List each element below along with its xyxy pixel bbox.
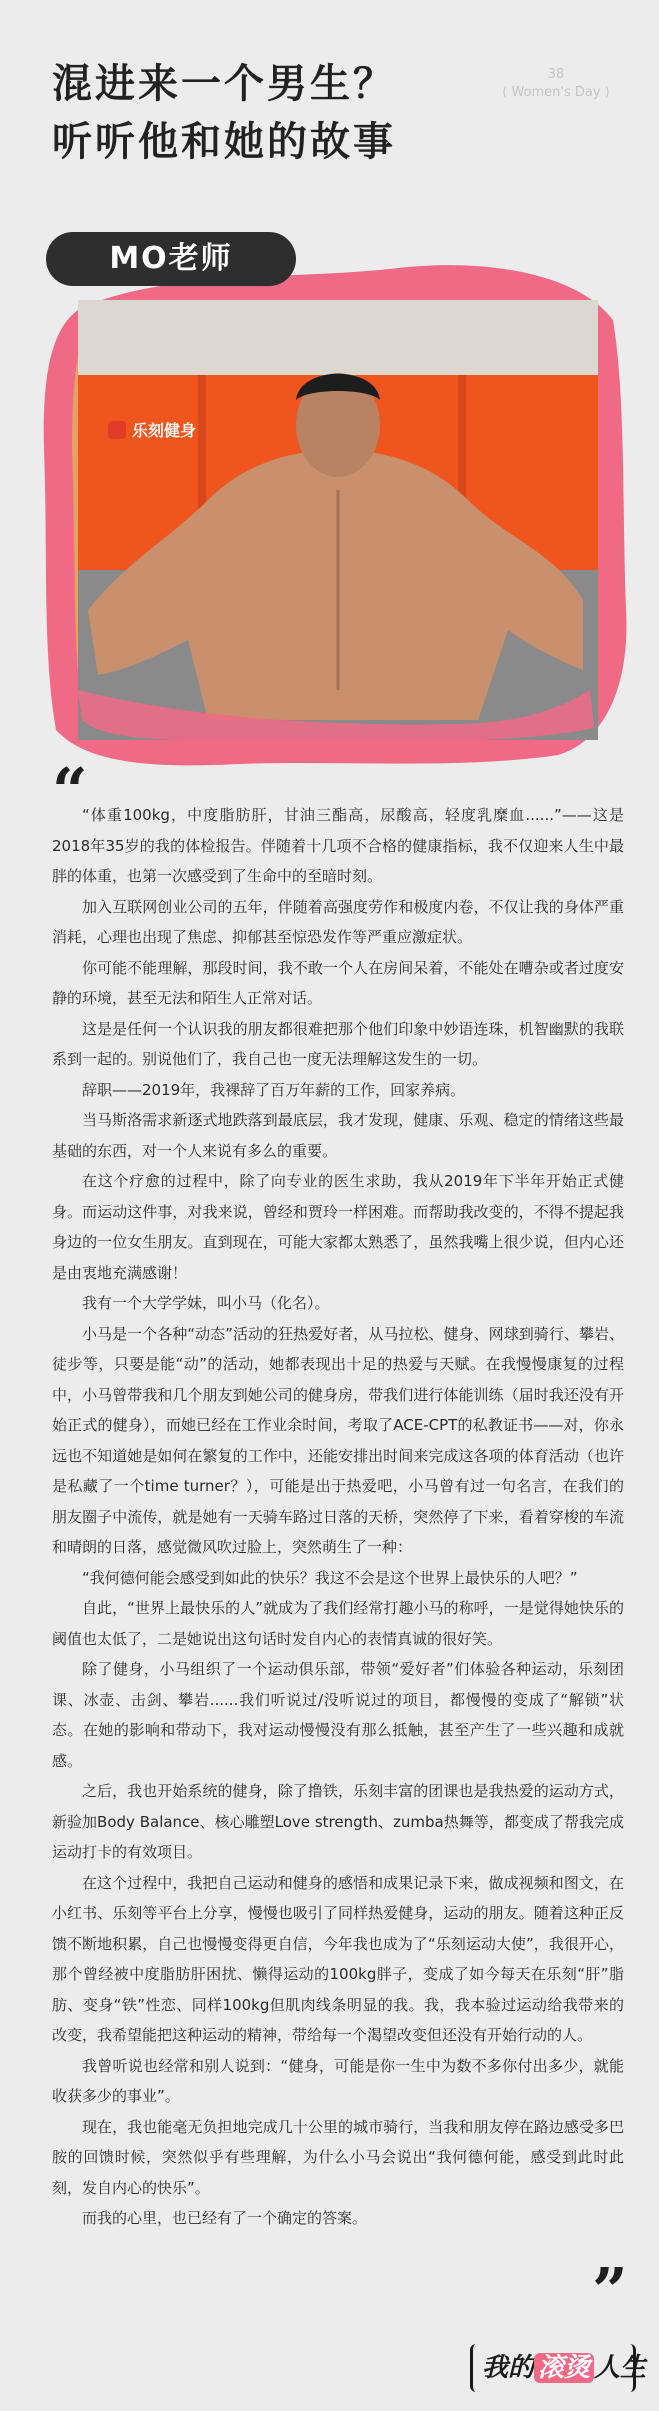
footer-logo (482, 2346, 646, 2390)
article-paragraph: 除了健身，小马组织了一个运动俱乐部，带领“爱好者”们体验各种运动，乐刻团课、冰壶、击剑、攀岩......我们听说过/没听说过的项目，都慢慢的变成了“解锁”状态。在她的影响和带动下，我对运动慢慢没有那么抵触，甚至产生了一些兴趣和成就感。 (52, 1660, 624, 1770)
article-paragraph: 之后，我也开始系统的健身，除了撸铁，乐刻丰富的团课也是我热爱的运动方式，新验加Body Balance、核心雕塑Love strength、zumba热舞等，都变成了帮我完成运动打卡的有效项目。 (52, 1782, 624, 1861)
article-paragraph: 辞职——2019年，我裸辞了百万年薪的工作，回家养病。 (82, 1080, 466, 1099)
close-quote-icon: ” (592, 2254, 628, 2327)
page-title-line-1: 混进来一个男生？ (52, 61, 396, 107)
article-paragraph: 在这个过程中，我把自己运动和健身的感悟和成果记录下来，做成视频和图文，在小红书、乐刻等平台上分享，慢慢也吸引了同样热爱健身，运动的朋友。随着这种正反馈不断地积累，自己也慢慢变得更自信，今年我也成为了“乐刻运动大使”，我很开心，那个曾经被中度脂肪肝困扰、懒得运动的100kg胖子，变成了如今每天在乐刻“肝”脂肪、变身“铁”性恋、同样100kg但肌肉线条明显的我。我，我本验过运动给我带来的改变，我希望能把这种运动的精神，带给每一个渴望改变但还没有开始行动的人。 (52, 1873, 624, 2044)
article-paragraph: 自此，“世界上最快乐的人”就成为了我们经常打趣小马的称呼，一是觉得她快乐的阈值也太低了，二是她说出这句话时发自内心的表情真诚的很好笑。 (52, 1599, 624, 1648)
page-title-line-2: 听听他和她的故事 (52, 119, 396, 165)
gym-brand-sign (108, 418, 196, 441)
photo-image (72, 300, 598, 743)
footer-logo-prefix: 我的 (482, 2353, 535, 2383)
article-paragraph: 你可能不能理解，那段时间，我不敢一个人在房间呆着，不能处在嘈杂或者过度安静的环境，甚至无法和陌生人正常对话。 (52, 958, 624, 1007)
article-paragraph: 现在，我也能毫无负担地完成几十公里的城市骑行，当我和朋友停在路边感受多巴胺的回馈时候，突然似乎有些理解，为什么小马会说出“我何德何能，感受到此时此刻，发自内心的快乐”。 (52, 2117, 624, 2197)
footer-logo-suffix: 人生 (594, 2353, 647, 2383)
date-number: 38 (547, 67, 565, 82)
footer-logo-highlight: 滚烫 (534, 2353, 594, 2383)
article-paragraph: “体重100kg，中度脂肪肝，甘油三酯高，尿酸高，轻度乳糜血......”——这是2018年35岁的我的体检报告。伴随着十几项不合格的健康指标，我不仅迎来人生中最胖的体重，也第一次感受到了生命中的至暗时刻。 (52, 806, 624, 885)
womens-day-tag (486, 66, 626, 102)
brand-logo-icon (108, 421, 126, 439)
date-caption: ( Women's Day ) (502, 85, 610, 100)
article-paragraph: 当马斯洛需求新逐式地跌落到最底层，我才发现，健康、乐观、稳定的情绪这些最基础的东西，对一个人来说有多么的重要。 (52, 1111, 624, 1160)
article-paragraph: 加入互联网创业公司的五年，伴随着高强度劳作和极度内卷，不仅让我的身体严重消耗，心理也出现了焦虑、抑郁甚至惊恐发作等严重应激症状。 (52, 897, 624, 946)
article-paragraph: 这是是任何一个认识我的朋友都很难把那个他们印象中妙语连珠，机智幽默的我联系到一起的。别说他们了，我自己也一度无法理解这发生的一切。 (52, 1019, 624, 1068)
article-paragraph: 在这个疗愈的过程中，除了向专业的医生求助，我从2019年下半年开始正式健身。而运动这件事，对我来说，曾经和贾玲一样困难。而帮助我改变的，不得不提起我身边的一位女生朋友。直到现在，可能大家都太熟悉了，虽然我嘴上很少说，但内心还是由衷地充满感谢！ (52, 1172, 624, 1282)
article-body (52, 800, 624, 2234)
article-paragraph: “我何德何能会感受到如此的快乐？我这不会是这个世界上最快乐的人吧？” (82, 1568, 578, 1587)
gym-back-photo (38, 250, 628, 770)
open-quote-icon: “ (52, 754, 88, 827)
hero-photo (38, 250, 628, 770)
author-name: MO老师 (109, 241, 233, 276)
article-paragraph: 小马是一个各种“动态”活动的狂热爱好者，从马拉松、健身、网球到骑行、攀岩、徒步等，只要是能“动”的活动，她都表现出十足的热爱与天赋。在我慢慢康复的过程中，小马曾带我和几个朋友到她公司的健身房，带我们进行体能训练（届时我还没有开始正式的健身），而她已经在工作业余时间，考取了ACE-CPT的私教证书——对，你永远也不知道她是如何在繁复的工作中，还能安排出时间来完成这各项的体育活动（也许是私藏了一个time turner？），可能是出于热爱吧，小马曾有过一句名言，在我们的朋友圈子中流传，就是她有一天骑车路过日落的天桥，突然停了下来，看着穿梭的车流和晴朗的日落，感觉微风吹过脸上，突然萌生了一种： (52, 1324, 624, 1556)
article-paragraph: 我有一个大学学妹，叫小马（化名）。 (82, 1294, 330, 1312)
author-pill (46, 232, 296, 286)
article-paragraph: 我曾听说也经常和别人说到：“健身，可能是你一生中为数不多你付出多少，就能收获多少的事业”。 (52, 2056, 624, 2105)
article-paragraph: 而我的心里，也已经有了一个确定的答案。 (82, 2209, 368, 2227)
brand-sign-text: 乐刻健身 (132, 421, 197, 440)
